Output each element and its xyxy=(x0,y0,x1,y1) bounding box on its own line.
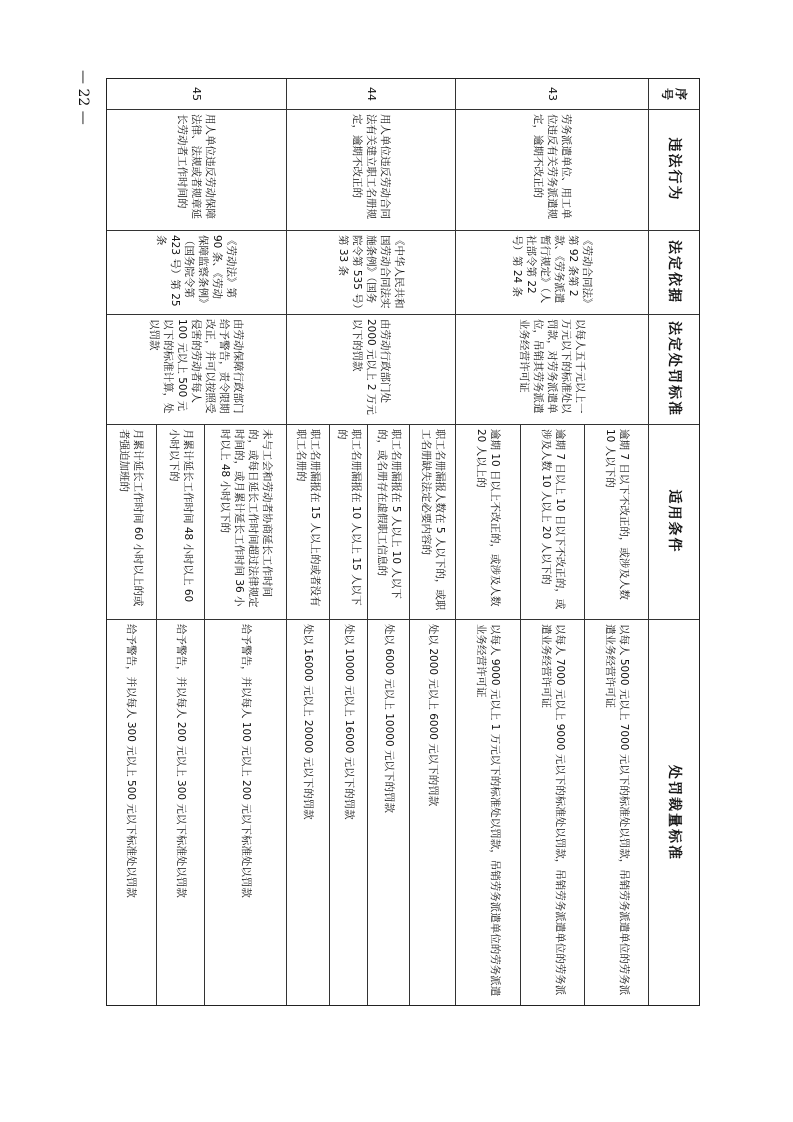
header-standard: 处罚裁量标准 xyxy=(666,765,682,861)
header-seq: 序号 xyxy=(660,87,688,100)
page-number: — 22 — xyxy=(75,70,91,125)
row-act: 用人单位违反劳动合同法有关建立职工名册规定，逾期不改正的 xyxy=(351,114,392,219)
row-condition: 职工名册漏报在 10 人以上 15 人以下的 xyxy=(336,429,362,606)
row-standard: 给予警告，并以每人 200 元以上 300 元以下标准处以罚款 xyxy=(175,624,187,898)
row-condition: 逾期 10 日以上不改正的，或涉及人数 20 人以上的 xyxy=(475,429,502,607)
penalty-table xyxy=(106,78,700,1006)
row-penalty: 由劳动行政部门处 2000 元以上 2 万元以下的罚款 xyxy=(351,319,392,415)
row-standard: 处以 10000 元以上 16000 元以下的罚款 xyxy=(343,624,355,820)
row-basis: 《中华人民共和国劳动合同法实施条例》（国务院令第 535 号）第 33 条 xyxy=(337,235,406,309)
table-row xyxy=(456,79,649,1005)
row-condition: 职工名册漏报人数在 5 人以下的，或职工名册缺失法定必要内容的 xyxy=(420,429,446,611)
row-act: 劳务派遣单位、用工单位违反有关劳务派遣规定，逾期不改正的 xyxy=(532,114,573,219)
row-penalty: 以每人五千元以上一万元以下的标准处以罚款，对劳务派遣单位，吊销其劳务派遣业务经营许可证 xyxy=(518,319,587,414)
row-condition: 未与工会和劳动者协商延长工作时间的，或每日延长工作时间超过法律规定时间的，或月累计延长工作时间 36 小时以上 48 小时以下的 xyxy=(219,429,273,608)
row-standard: 以每人 9000 元以上 1 万元以下的标准处以罚款，吊销劳务派遣单位的劳务派遣业务经营许可证 xyxy=(475,624,502,997)
header-basis: 法定依据 xyxy=(666,240,682,304)
header-penalty: 法定处罚标准 xyxy=(666,321,682,417)
row-standard: 处以 6000 元以上 10000 元以下的罚款 xyxy=(383,624,395,813)
row-standard: 给予警告，并以每人 300 元以上 500 元以下标准处以罚款 xyxy=(125,624,137,898)
row-seq: 44 xyxy=(365,87,379,101)
row-standard: 处以 2000 元以上 6000 元以下的罚款 xyxy=(427,624,439,807)
row-seq: 45 xyxy=(190,87,203,101)
table-row xyxy=(287,79,456,1005)
header-act: 违法行为 xyxy=(666,137,682,202)
row-basis: 《劳动合同法》第 92 条第 2 款、《劳务派遣暂行规定》（人社部令第 22 号）第 24 条 xyxy=(511,235,594,309)
row-standard: 以每人 7000 元以上 9000 元以下的标准处以罚款，吊销劳务派遣单位的劳务派遣业务经营许可证 xyxy=(540,624,566,996)
table-row xyxy=(105,79,287,1005)
row-condition: 逾期 7 日以上 10 日以下不改正的，或涉及人数 10 人以上 20 人以下的 xyxy=(540,429,566,610)
row-standard: 处以 16000 元以上 20000 元以下的罚款 xyxy=(302,624,315,820)
row-condition: 月累计延长工作时间 60 小时以上的或者强迫加班的 xyxy=(118,429,144,607)
row-condition: 职工名册漏报在 15 人以上的或者没有职工名册的 xyxy=(295,429,322,607)
row-condition: 职工名册漏报在 5 人以上 10 人以下的，或名册存在虚假职工信息的 xyxy=(376,429,402,599)
row-condition: 逾期 7 日以下不改正的，或涉及人数 10 人以下的 xyxy=(604,429,630,600)
row-penalty: 由劳动保障行政部门给予警告，责令限期改正，并可以按照受侵害的劳动者每人 100 元以上 500 元以下的标准计算，处以罚款 xyxy=(148,319,244,414)
row-act: 用人单位违反劳动保障法律、法规或者规章延长劳动者工作时间的 xyxy=(176,114,216,219)
row-standard: 以每人 5000 元以上 7000 元以下的标准处以罚款，吊销劳务派遣单位的劳务派遣业务经营许可证 xyxy=(604,624,630,996)
row-standard: 给予警告，并以每人 100 元以上 200 元以下标准处以罚款 xyxy=(240,624,252,898)
table-header xyxy=(649,79,699,1005)
row-seq: 43 xyxy=(546,87,560,101)
header-condition: 适用条件 xyxy=(666,489,682,554)
row-basis: 《劳动法》第 90 条、《劳动保障监察条例》（国务院令第 423 号）第 25 条 xyxy=(155,235,237,309)
row-condition: 月累计延长工作时间 48 小时以上 60 小时以下的 xyxy=(168,429,194,603)
